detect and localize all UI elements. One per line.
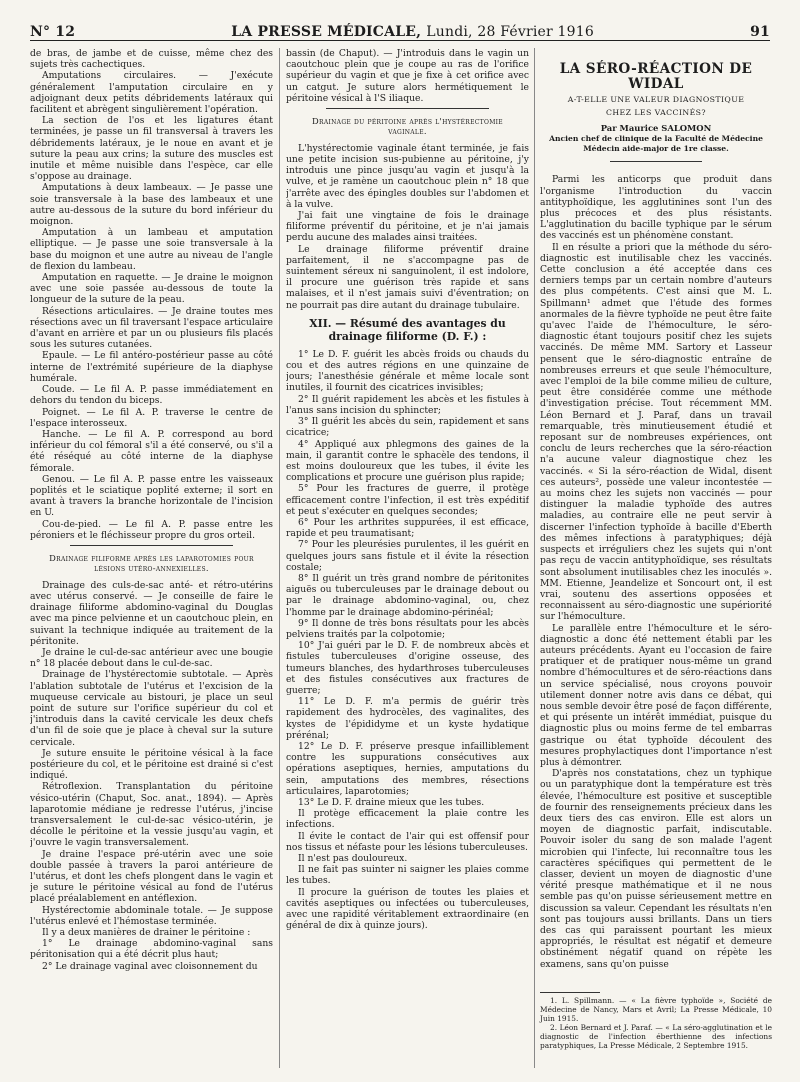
- paragraph: 1° Le drainage abdomino-vaginal sans péritonisation qui a été décrit plus haut;: [30, 938, 273, 961]
- paragraph: Hanche. — Le fil A. P. correspond au bord inférieur du col fémoral s'il a été conservé, ou s'il a été réséqué au côté interne de la diaphyse fémorale.: [30, 428, 273, 474]
- paragraph: 13° Le D. F. draine mieux que les tubes.: [298, 797, 485, 808]
- column-middle: [286, 48, 529, 1068]
- paragraph: 2° Il guérit rapidement les abcès et les fistules à l'anus sans incision du sphincter;: [286, 393, 529, 416]
- paragraph: Il procure la guérison de toutes les plaies et cavités aseptiques ou infectées ou tuberculeuses, avec une rapidité véritablement extraordinaire (en général de dix à quinze jours).: [286, 886, 529, 932]
- paragraph: Parmi les anticorps que produit dans l'organisme l'introduction du vaccin antityphoïdique, les agglutinines sont l'un des plus précoces et des plus résistants. L'agglutination du bacille typhique par le sérum des vaccinés est un phénomène constant.: [540, 174, 772, 242]
- paragraph: Résections articulaires. — Je draine toutes mes résections avec un fil traversant l'espace articulaire d'avant en arrière et par un ou plusieurs fils placés sous les sutures cutanées.: [30, 305, 273, 351]
- paragraph: Drainage des culs-de-sac anté- et rétro-utérins avec utérus conservé. — Je conseille de faire le drainage filiforme abdomino-vaginal du Douglas avec ma pince pelvienne et un caoutchouc plein, en suivant la technique indiquée au traitement de la péritonite.: [30, 579, 273, 647]
- paragraph: 4° Appliqué aux phlegmons des gaines de la main, il garantit contre le sphacèle des tendons, il est moins douloureux que les tubes, il évite les complications et procure une guérison plus rapide;: [286, 438, 529, 484]
- journal-masthead: [231, 24, 594, 40]
- paragraph: Cou-de-pied. — Le fil A. P. passe entre les péroniers et le fléchisseur propre du gros orteil.: [30, 518, 273, 541]
- author-affiliation: Médecin aide-major de 1re classe.: [583, 143, 729, 153]
- paragraph: Il protège efficacement la plaie contre les infections.: [286, 808, 529, 831]
- paragraph: Il en résulte a priori que la méthode du séro-diagnostic est inutilisable chez les vaccinés. Cette conclusion a été acceptée dans ces derniers temps par un certain nombre d'auteurs des plus compétents. C'est ainsi que M. L. Spillmann¹ admet que l'étude des formes anormales de la fièvre typhoïde ne peut être faite qu'avec l'aide de l'hémoculture, le séro-diagnostic étant toujours positif chez les sujets vaccinés. De même MM. Sartory et Lasseur pensent que le séro-diagnostic entraîne de nombreuses erreurs et que seule l'hémoculture, avec l'emploi de la bile comme milieu de culture, peut être considérée comme une méthode d'investigation précise. Tout récemment MM. Léon Bernard et J. Paraf, dans un travail remarquable, très minutieusement étudié et reposant sur de nombreuses expériences, ont conclu de leurs recherches que la séro-réaction n'a aucune valeur diagnostique chez les vaccinés. « Si la séro-réaction de Widal, disent ces auteurs², possède une valeur incontestée — au moins chez les sujets non vaccinés — pour distinguer la maladie typhoïde des autres maladies, au contraire elle ne peut servir à discerner l'infection typhoïde à bacille d'Eberth des mêmes infections à paratyphiques; déjà suspects et irréguliers chez les sujets qui n'ont pas reçu de vaccin antityphoïdique, ses résultats sont absolument inutilisables chez les inoculés ». MM. Etienne, Jeandelize et Soncourt ont, il est vrai, soutenu des assertions opposées et reconnaissent au séro-diagnostic une supériorité sur l'hémoculture.: [540, 241, 772, 623]
- article-subtitle-line: A-T-ELLE UNE VALEUR DIAGNOSTIQUE: [567, 95, 745, 104]
- paragraph: Amputation à un lambeau et amputation elliptique. — Je passe une soie transversale à la base du moignon et une autre au niveau de l'angle de flexion du lambeau.: [30, 227, 273, 272]
- heading-rule: [326, 108, 489, 109]
- paragraph: 5° Pour les fractures de guerre, il protège efficacement contre l'infection, il est très expéditif et peut s'exécuter en quelques secondes;: [286, 483, 529, 517]
- journal-name: LA PRESSE MÉDICALE,: [231, 24, 422, 40]
- issue-number: N° 12: [30, 24, 76, 40]
- paragraph: Amputations circulaires. — J'exécute généralement l'amputation circulaire en y adjoignant deux petits débridements latéraux qui facilitent et abrègent singulièrement l'opération.: [30, 70, 273, 116]
- paragraph: Le parallèle entre l'hémoculture et le séro-diagnostic a donc été nettement établi par les auteurs précédents. Ayant eu l'occasion de faire pratiquer et de pratiquer nous-même un grand nombre d'hémocultures et de séro-réactions dans un service spécialisé, nous croyons pouvoir utilement donner notre avis dans ce débat, qui nous semble devoir être posé de façon différente, et qui présente un intérêt immédiat, puisque du diagnostic plus ou moins ferme de tel embarras gastrique ou état typhoïde découlent des mesures prophylactiques dont l'importance n'est plus à démontrer.: [540, 622, 772, 768]
- paragraph: Je draine le cul-de-sac antérieur avec une bougie n° 18 placée debout dans le cul-de-sac.: [30, 646, 273, 670]
- section-heading: Drainage filiforme après les laparotomies pour lésions utéro-annexielles.: [49, 552, 254, 574]
- heading-rule: [70, 545, 233, 546]
- footnote-rule: [540, 992, 600, 993]
- paragraph: 12° Le D. F. préserve presque infailliblement contre les suppurations consécutives aux opérations aseptiques, hernies, amputations du sein, amputations des membres, résections articulaires, laparotomies;: [286, 740, 529, 797]
- paragraph: Rétroflexion. Transplantation du péritoine vésico-utérin (Chaput, Soc. anat., 1894). — Après laparotomie médiane je redresse l'utérus, j'incise transversalement le cul-de-sac vésico-utérin, je décolle le péritoine et la vessie jusqu'au vagin, et j'ouvre le vagin transversalement.: [30, 781, 273, 849]
- footnotes: [540, 992, 772, 1050]
- paragraph: Hystérectomie abdominale totale. — Je suppose l'utérus enlevé et l'hémostase terminée.: [30, 904, 273, 927]
- paragraph: Poignet. — Le fil A. P. traverse le centre de l'espace interosseux.: [30, 406, 273, 429]
- paragraph: Drainage de l'hystérectomie subtotale. — Après l'ablation subtotale de l'utérus et l'excision de la muqueuse cervicale au bistouri, je place un seul point de suture sur l'orifice supérieur du col et j'introduis dans la cavité cervicale les deux chefs d'un fil de soie que je place à cheval sur la suture cervicale.: [30, 669, 273, 748]
- paragraph: Il n'est pas douloureux.: [298, 853, 408, 865]
- article-body: [540, 174, 772, 969]
- page-header: [30, 18, 770, 41]
- paragraph: 9° Il donne de très bons résultats pour les abcès pelviens traités par la colpotomie;: [286, 617, 529, 640]
- paragraph: Il ne fait pas suinter ni saigner les plaies comme les tubes.: [286, 864, 529, 887]
- paragraph: 11° Le D. F. m'a permis de guérir très rapidement des hydrocèles, des vaginalites, des kystes de l'épididyme et un kyste hydatique prérénal;: [286, 696, 529, 741]
- paragraph: L'hystérectomie vaginale étant terminée, je fais une petite incision sus-pubienne au péritoine, j'y introduis une pince jusqu'au vagin et jusqu'à la vulve, et je ramène un caoutchouc plein n° 18 que j'arrête avec des épingles doubles sur l'abdomen et à la vulve.: [286, 142, 529, 210]
- paragraph: de bras, de jambe et de cuisse, même chez des sujets très cachectiques.: [30, 48, 273, 71]
- paragraph: La section de l'os et les ligatures étant terminées, je passe un fil transversal à travers les débridements latéraux, je le noue en avant et je suture la peau aux crins; la suture des muscles est inutile et même nuisible dans l'espèce, car elle s'oppose au drainage.: [30, 115, 273, 183]
- column-divider: [534, 48, 535, 1068]
- paragraph: 8° Il guérit un très grand nombre de péritonites aiguës ou tuberculeuses par le drainage debout ou par le drainage abdomino-vaginal, ou, chez l'homme par le drainage abdomino-périnéal;: [286, 572, 529, 618]
- section-heading: Drainage du péritoine après l'hystérectomie vaginale.: [312, 116, 503, 137]
- paragraph: Coude. — Le fil A. P. passe immédiatement en dehors du tendon du biceps.: [30, 384, 273, 407]
- article-title: LA SÉRO-RÉACTION DE WIDAL: [559, 61, 753, 92]
- paragraph: Amputation en raquette. — Je draine le moignon avec une soie passée au-dessous de toute la longueur de la suture de la peau.: [30, 272, 273, 306]
- paragraph: 3° Il guérit les abcès du sein, rapidement et sans cicatrice;: [286, 416, 529, 439]
- paragraph: 1° Le D. F. guérit les abcès froids ou chauds du cou et des autres régions en une quinzaine de jours; l'anesthésie générale et même locale sont inutiles, il fournit des cicatrices invisibles;: [286, 348, 529, 394]
- paragraph: Amputations à deux lambeaux. — Je passe une soie transversale à la base des lambeaux et une autre au-dessous de la suture du bord inférieur du moignon.: [30, 182, 273, 228]
- summary-heading: XII. — Résumé des avantages du drainage filiforme (D. F.) :: [309, 316, 506, 343]
- paragraph: bassin (de Chaput). — J'introduis dans le vagin un caoutchouc plein que je coupe au ras de l'orifice supérieur du vagin et que je fixe à cet orifice avec un catgut. Je suture alors hermétiquement le péritoine vésical à l'S iliaque.: [286, 48, 529, 104]
- paragraph: 7° Pour les pleurésies purulentes, il les guérit en quelques jours sans fistule et il évite la résection costale;: [286, 539, 529, 573]
- paragraph: D'après nos constatations, chez un typhique ou un paratyphique dont la température est très élevée, l'hémoculture est positive et susceptible de fournir des renseignements précieux dans les deux tiers des cas environ. Elle est alors un moyen de diagnostic parfait, indiscutable. Pouvoir isoler du sang de son malade l'agent microbien qui l'infecte, lui reconnaître tous les caractères spécifiques qui permettent de le classer, devient un moyen de diagnostic d'une vérité presque mathématique et il ne nous semble pas qu'on puisse sérieusement mettre en discussion sa valeur. Cependant les résultats n'en sont pas toujours aussi brillants. Dans un tiers des cas qui paraissent pourtant les mieux appropriés, le résultat est négatif et demeure obstinément négatif quand on répète les examens, sans qu'on puisse: [540, 768, 772, 970]
- footnote: 1. L. Spillmann. — « La fièvre typhoïde », Société de Médecine de Nancy, Mars et Avril; La Presse Médicale, 10 Juin 1915.: [540, 996, 772, 1023]
- page-number: 91: [750, 24, 770, 40]
- author-affiliation: Ancien chef de clinique de la Faculté de Médecine: [549, 134, 763, 144]
- paragraph: Il y a deux manières de drainer le péritoine :: [42, 927, 251, 939]
- paragraph: Il évite le contact de l'air qui est offensif pour nos tissus et néfaste pour les lésions tuberculeuses.: [286, 830, 529, 853]
- paragraph: Epaule. — Le fil antéro-postérieur passe au côté interne de l'extrémité supérieure de la diaphyse humérale.: [30, 350, 273, 384]
- column-right: [540, 48, 772, 1068]
- paragraph: Genou. — Le fil A. P. passe entre les vaisseaux poplités et le sciatique poplité externe; il sort en avant à travers la branche horizontale de l'incision en U.: [30, 473, 273, 519]
- paragraph: 10° J'ai guéri par le D. F. de nombreux abcès et fistules tuberculeuses d'origine osseuse, des tumeurs blanches, des hydarthroses tuberculeuses et des fistules consécutives aux fractures de guerre;: [286, 640, 529, 696]
- column-divider: [279, 48, 280, 1068]
- paragraph: 2° Le drainage vaginal avec cloisonnement du: [42, 960, 258, 972]
- column-left: [30, 48, 273, 1068]
- paragraph: 6° Pour les arthrites suppurées, il est efficace, rapide et peu traumatisant;: [286, 516, 529, 540]
- article-author: Par Maurice SALOMON: [600, 123, 712, 133]
- title-rule: [610, 161, 702, 162]
- paragraph: J'ai fait une vingtaine de fois le drainage filiforme préventif du péritoine, et je n'ai jamais perdu aucune des malades ainsi traitées.: [286, 210, 529, 244]
- paragraph: Le drainage filiforme préventif draine parfaitement, il ne s'accompagne pas de suintement séreux ni sanguinolent, il est indolore, il procure une guérison très rapide et sans malaises, et il n'est jamais suivi d'éventration; on ne pourrait pas dire autant du drainage tubulaire.: [286, 243, 529, 311]
- paragraph: Je suture ensuite le péritoine vésical à la face postérieure du col, et le péritoine est drainé si c'est indiqué.: [30, 747, 273, 782]
- paragraph: Je draine l'espace pré-utérin avec une soie double passée à travers la paroi antérieure de l'utérus, et dont les chefs plongent dans le vagin et je suture le péritoine vésical au fond de l'utérus placé préalablement en antéflexion.: [30, 848, 273, 905]
- issue-date: Lundi, 28 Février 1916: [426, 24, 594, 40]
- article-subtitle-line: CHEZ LES VACCINÉS?: [605, 108, 707, 117]
- footnote: 2. Léon Bernard et J. Paraf. — « La séro-agglutination et le diagnostic de l'infection éberthienne des infections paratyphiques, La Presse Médicale, 2 Septembre 1915.: [540, 1023, 772, 1050]
